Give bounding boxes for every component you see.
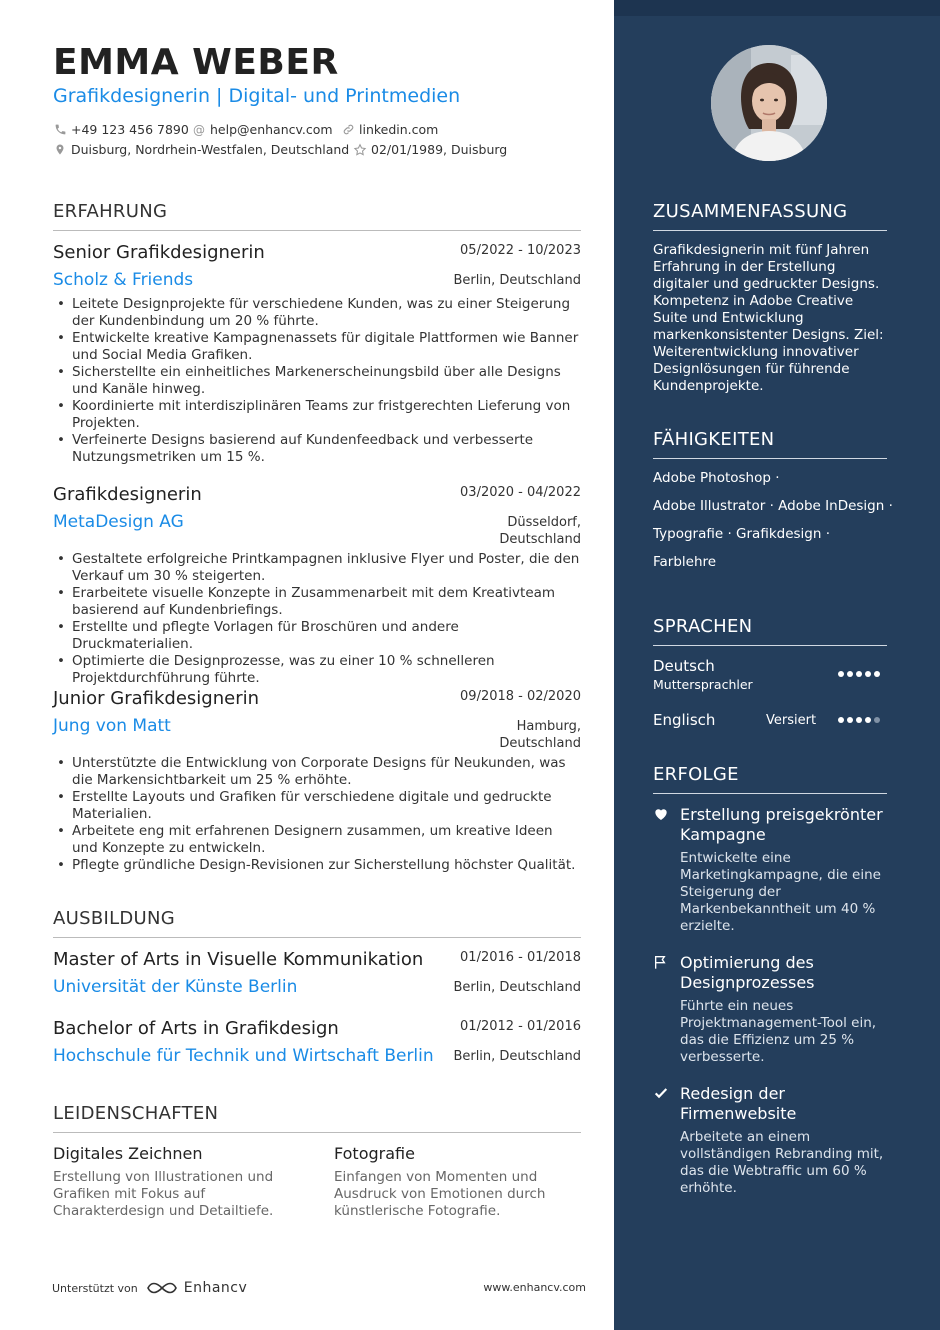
passion-title: Fotografie (334, 1144, 415, 1163)
passion-description: Erstellung von Illustrationen und Grafiken mit Fokus auf Charakterdesign und Detailtiefe. (53, 1169, 274, 1219)
rating-dot (856, 717, 862, 723)
job-date: 09/2018 - 02/2020 (460, 689, 581, 704)
job-location (499, 514, 581, 548)
job-bullets (53, 296, 581, 466)
skills-line: Adobe Photoshop · (653, 470, 780, 486)
language-rating (838, 671, 880, 677)
degree-date: 01/2012 - 01/2016 (460, 1019, 581, 1034)
job-bullets (53, 755, 581, 874)
section-title-achievements: ERFOLGE (653, 764, 887, 794)
check-icon (653, 1085, 669, 1101)
job-location-line: Hamburg, (516, 719, 581, 734)
section-title-experience: ERFAHRUNG (53, 201, 581, 231)
contact-location (53, 142, 349, 157)
list-item: • Erarbeitete visuelle Konzepte in Zusammenarbeit mit dem Kreativteam basierend auf Kundenbriefings. (72, 585, 581, 619)
language-level: Muttersprachler (653, 677, 753, 692)
sidebar-top-bar (614, 0, 940, 16)
degree-date: 01/2016 - 01/2018 (460, 950, 581, 965)
job-location-line: Düsseldorf, (507, 515, 581, 530)
job-date: 05/2022 - 10/2023 (460, 243, 581, 258)
passion-title: Digitales Zeichnen (53, 1144, 203, 1163)
achievement-title: Erstellung preisgekrönter Kampagne (680, 805, 883, 844)
job-location-line: Deutschland (499, 736, 581, 751)
degree-title: Master of Arts in Visuelle Kommunikation (53, 949, 424, 970)
location-text: Duisburg, Nordrhein-Westfalen, Deutschland (71, 142, 350, 157)
school-location: Berlin, Deutschland (453, 980, 581, 995)
contact-phone[interactable] (53, 122, 189, 137)
section-title-skills: FÄHIGKEITEN (653, 429, 887, 459)
avatar (711, 45, 827, 161)
section-title-summary: ZUSAMMENFASSUNG (653, 201, 887, 231)
list-item: • Erstellte und pflegte Vorlagen für Broschüren und andere Druckmaterialien. (72, 619, 581, 653)
section-title-passions: LEIDENSCHAFTEN (53, 1103, 581, 1133)
rating-dot (838, 717, 844, 723)
school-name[interactable]: Universität der Künste Berlin (53, 977, 298, 997)
school-name[interactable]: Hochschule für Technik und Wirtschaft Berlin (53, 1046, 434, 1066)
section-title-languages: SPRACHEN (653, 616, 887, 646)
link-icon (341, 123, 355, 137)
birth-text: 02/01/1989, Duisburg (371, 142, 508, 157)
list-item: • Koordinierte mit interdisziplinären Teams zur fristgerechten Lieferung von Projekten. (72, 398, 581, 432)
candidate-name: EMMA WEBER (53, 42, 339, 83)
enhancv-logo-icon (146, 1280, 178, 1296)
footer-branding[interactable] (52, 1280, 247, 1296)
job-bullets (53, 551, 581, 687)
contact-birth (353, 142, 507, 157)
list-item: • Leitete Designprojekte für verschiedene Kunden, was zu einer Steigerung der Kundenbindung um 20 % führte. (72, 296, 581, 330)
achievement-description: Arbeitete an einem vollständigen Rebranding mit, das die Webtraffic um 60 % erhöhte. (680, 1129, 884, 1196)
job-location (499, 718, 581, 752)
list-item: • Arbeitete eng mit erfahrenen Designern zusammen, um kreative Ideen und Konzepte zu entwickeln. (72, 823, 581, 857)
location-pin-icon (53, 143, 67, 157)
candidate-headline: Grafikdesignerin | Digital- und Printmedien (53, 85, 461, 107)
passion-description: Einfangen von Momenten und Ausdruck von Emotionen durch künstlerische Fotografie. (334, 1169, 546, 1219)
star-icon (353, 143, 367, 157)
heart-icon (653, 806, 669, 822)
contact-email[interactable] (192, 122, 333, 137)
skills-line: Typografie · Grafikdesign · (653, 526, 831, 542)
rating-dot (847, 717, 853, 723)
achievement-description: Führte ein neues Projektmanagement-Tool ein, das die Effizienz um 25 % verbesserte. (680, 998, 877, 1065)
school-location: Berlin, Deutschland (453, 1049, 581, 1064)
rating-dot (865, 671, 871, 677)
at-icon: @ (193, 122, 205, 137)
rating-dot (847, 671, 853, 677)
job-date: 03/2020 - 04/2022 (460, 485, 581, 500)
list-item: • Erstellte Layouts und Grafiken für verschiedene digitale und gedruckte Materialien. (72, 789, 581, 823)
linkedin-text: linkedin.com (359, 122, 439, 137)
achievement-title: Redesign der Firmenwebsite (680, 1084, 797, 1123)
skills-line: Adobe Illustrator · Adobe InDesign · (653, 498, 893, 514)
degree-title: Bachelor of Arts in Grafikdesign (53, 1018, 339, 1039)
email-text: help@enhancv.com (210, 122, 333, 137)
list-item: • Entwickelte kreative Kampagnenassets für digitale Plattformen wie Banner und Social Media Grafiken. (72, 330, 581, 364)
enhancv-brand: Enhancv (183, 1280, 248, 1296)
list-item: • Pflegte gründliche Design-Revisionen zur Sicherstellung höchster Qualität. (72, 857, 581, 874)
list-item: • Optimierte die Designprozesse, was zu einer 10 % schnelleren Projektdurchführung führte. (72, 653, 581, 687)
job-title: Senior Grafikdesignerin (53, 242, 265, 263)
list-item: • Sicherstellte ein einheitliches Markenerscheinungsbild über alle Designs und Kanäle hinweg. (72, 364, 581, 398)
footer-powered-text: Unterstützt von (52, 1281, 138, 1295)
phone-icon (53, 123, 67, 137)
job-location-line: Deutschland (499, 532, 581, 547)
language-rating (838, 717, 880, 723)
rating-dot (838, 671, 844, 677)
rating-dot (865, 717, 871, 723)
job-title: Grafikdesignerin (53, 484, 202, 505)
job-title: Junior Grafikdesignerin (53, 688, 259, 709)
list-item: • Unterstützte die Entwicklung von Corporate Designs für Neukunden, was die Markensichtbarkeit um 25 % erhöhte. (72, 755, 581, 789)
list-item: • Verfeinerte Designs basierend auf Kundenfeedback und verbesserte Nutzungsmetriken um 15 %. (72, 432, 581, 466)
language-name: Englisch (653, 711, 716, 729)
company-name[interactable]: MetaDesign AG (53, 512, 184, 532)
company-name[interactable]: Jung von Matt (53, 716, 171, 736)
footer-url[interactable]: www.enhancv.com (483, 1281, 586, 1294)
company-name[interactable]: Scholz & Friends (53, 270, 194, 290)
contact-linkedin[interactable] (341, 122, 438, 137)
summary-text: Grafikdesignerin mit fünf Jahren Erfahrung in der Erstellung digitaler und gedruckter Designs. Kompetenz in Adobe Creative Suite und Entwicklung markenkonsistenter Designs. Ziel: Weiterentwicklung innovativer Designlösungen für führende Kundenprojekte. (653, 242, 884, 394)
phone-text: +49 123 456 7890 (71, 122, 189, 137)
language-level: Versiert (766, 713, 817, 728)
section-title-education: AUSBILDUNG (53, 908, 581, 938)
job-location: Berlin, Deutschland (453, 273, 581, 288)
flag-icon (653, 954, 669, 970)
rating-dot (856, 671, 862, 677)
rating-dot (874, 671, 880, 677)
achievement-description: Entwickelte eine Marketingkampagne, die eine Steigerung der Markenbekanntheit um 40 % erzielte. (680, 850, 881, 934)
rating-dot (874, 717, 880, 723)
list-item: • Gestaltete erfolgreiche Printkampagnen inklusive Flyer und Poster, die den Verkauf um 30 % steigerten. (72, 551, 581, 585)
language-name: Deutsch (653, 657, 715, 675)
achievement-title: Optimierung des Designprozesses (680, 953, 815, 992)
skills-line: Farblehre (653, 554, 717, 570)
